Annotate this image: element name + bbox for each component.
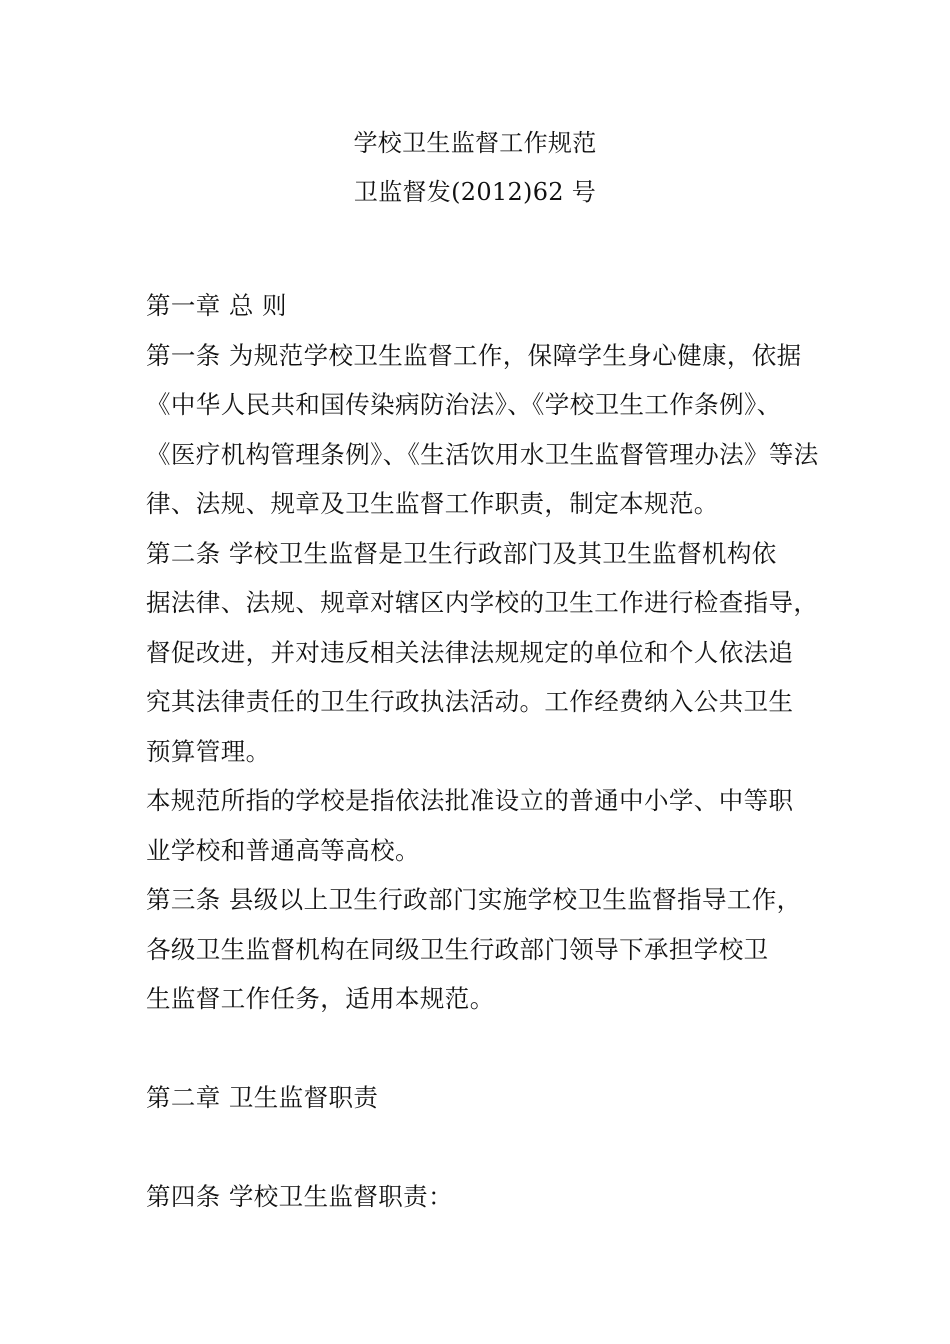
paragraph-line: 第一条 为规范学校卫生监督工作，保障学生身心健康，依据 bbox=[146, 340, 802, 370]
paragraph-line: 《中华人民共和国传染病防治法》、《学校卫生工作条例》、 bbox=[146, 390, 782, 419]
blank-line bbox=[146, 1024, 826, 1074]
title-block bbox=[0, 128, 950, 226]
paragraph-line: 预算管理。 bbox=[146, 736, 271, 766]
paragraph-line: 各级卫生监督机构在同级卫生行政部门领导下承担学校卫 bbox=[146, 934, 769, 964]
paragraph-line: 生监督工作任务，适用本规范。 bbox=[146, 984, 495, 1013]
blank-line bbox=[146, 1123, 826, 1173]
paragraph-line: 督促改进，并对违反相关法律法规规定的单位和个人依法追 bbox=[146, 637, 794, 667]
document-title: 学校卫生监督工作规范 bbox=[353, 129, 597, 157]
chapter-heading: 第一章 总 则 bbox=[146, 291, 287, 320]
document-number: 卫监督发(2012)62 号 bbox=[353, 178, 597, 206]
chapter-heading: 第二章 卫生监督职责 bbox=[146, 1083, 379, 1112]
paragraph-line: 据法律、法规、规章对辖区内学校的卫生工作进行检查指导， bbox=[146, 588, 819, 617]
paragraph-line: 第三条 县级以上卫生行政部门实施学校卫生监督指导工作， bbox=[146, 885, 802, 914]
paragraph-line: 本规范所指的学校是指依法批准设立的普通中小学、中等职 bbox=[146, 786, 794, 815]
document-body bbox=[146, 281, 826, 1222]
paragraph-line: 第二条 学校卫生监督是卫生行政部门及其卫生监督机构依 bbox=[146, 538, 777, 568]
paragraph-line: 第四条 学校卫生监督职责： bbox=[146, 1182, 453, 1211]
paragraph-line: 业学校和普通高等高校。 bbox=[146, 835, 420, 865]
paragraph-line: 《医疗机构管理条例》、《生活饮用水卫生监督管理办法》等法 bbox=[146, 439, 819, 469]
paragraph-line: 律、法规、规章及卫生监督工作职责，制定本规范。 bbox=[146, 489, 719, 518]
paragraph-line: 究其法律责任的卫生行政执法活动。工作经费纳入公共卫生 bbox=[146, 687, 794, 716]
